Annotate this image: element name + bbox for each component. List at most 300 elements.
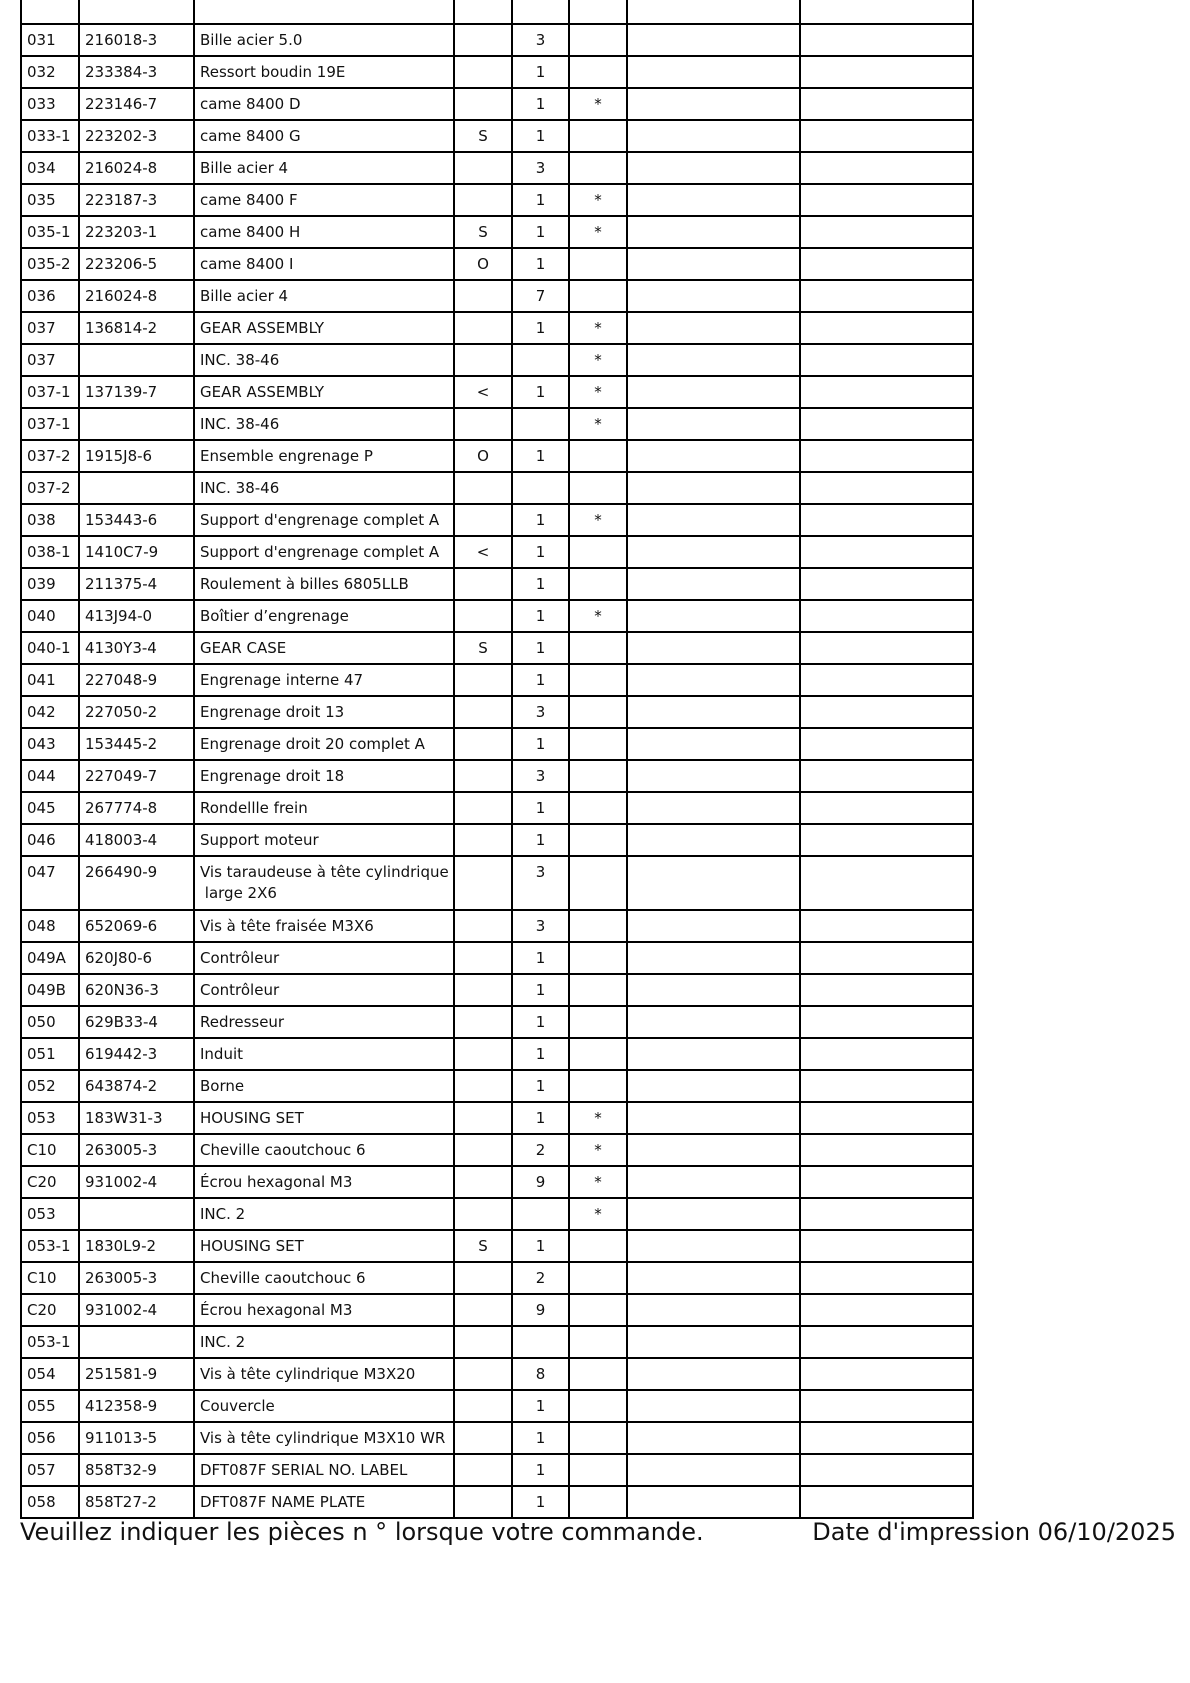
description-cell: Engrenage droit 20 complet A: [194, 728, 454, 760]
note-mark-cell: *: [569, 88, 627, 120]
description-cell: HOUSING SET: [194, 1102, 454, 1134]
description-cell: Vis à tête fraisée M3X6: [194, 910, 454, 942]
item-number-cell: 037-1: [21, 376, 79, 408]
parts-list-table: [20, 23, 974, 1519]
blank-cell: [800, 216, 973, 248]
quantity-cell: 1: [512, 1230, 569, 1262]
column-rule: [453, 0, 455, 24]
part-number-cell: 223202-3: [79, 120, 194, 152]
flag-cell: [454, 696, 512, 728]
flag-cell: [454, 1262, 512, 1294]
blank-cell: [800, 440, 973, 472]
note-mark-cell: [569, 1038, 627, 1070]
flag-cell: [454, 24, 512, 56]
quantity-cell: 9: [512, 1166, 569, 1198]
description-cell: Cheville caoutchouc 6: [194, 1134, 454, 1166]
blank-cell: [800, 1422, 973, 1454]
item-number-cell: 032: [21, 56, 79, 88]
blank-cell: [627, 280, 800, 312]
note-mark-cell: [569, 440, 627, 472]
flag-cell: [454, 1358, 512, 1390]
table-row: [21, 440, 973, 472]
item-number-cell: 057: [21, 1454, 79, 1486]
blank-cell: [800, 56, 973, 88]
blank-cell: [800, 974, 973, 1006]
blank-cell: [800, 1390, 973, 1422]
blank-cell: [800, 1230, 973, 1262]
item-number-cell: 040-1: [21, 632, 79, 664]
table-row: [21, 910, 973, 942]
blank-cell: [627, 696, 800, 728]
blank-cell: [800, 1166, 973, 1198]
part-number-cell: 4130Y3-4: [79, 632, 194, 664]
part-number-cell: 137139-7: [79, 376, 194, 408]
flag-cell: S: [454, 120, 512, 152]
quantity-cell: 1: [512, 792, 569, 824]
blank-cell: [800, 1198, 973, 1230]
quantity-cell: 1: [512, 120, 569, 152]
note-mark-cell: [569, 120, 627, 152]
table-row: [21, 1006, 973, 1038]
note-mark-cell: [569, 824, 627, 856]
part-number-cell: 266490-9: [79, 856, 194, 910]
part-number-cell: 211375-4: [79, 568, 194, 600]
note-mark-cell: *: [569, 504, 627, 536]
item-number-cell: 056: [21, 1422, 79, 1454]
note-mark-cell: [569, 696, 627, 728]
flag-cell: [454, 1390, 512, 1422]
blank-cell: [627, 1198, 800, 1230]
description-cell: Écrou hexagonal M3: [194, 1294, 454, 1326]
part-number-cell: 263005-3: [79, 1134, 194, 1166]
description-cell: Cheville caoutchouc 6: [194, 1262, 454, 1294]
part-number-cell: 620J80-6: [79, 942, 194, 974]
note-mark-cell: [569, 856, 627, 910]
description-cell: INC. 2: [194, 1198, 454, 1230]
flag-cell: [454, 728, 512, 760]
quantity-cell: 1: [512, 600, 569, 632]
item-number-cell: 037-2: [21, 440, 79, 472]
quantity-cell: 1: [512, 88, 569, 120]
blank-cell: [800, 760, 973, 792]
part-number-cell: 620N36-3: [79, 974, 194, 1006]
item-number-cell: C20: [21, 1294, 79, 1326]
table-row: [21, 1198, 973, 1230]
flag-cell: [454, 152, 512, 184]
blank-cell: [627, 376, 800, 408]
blank-cell: [800, 1006, 973, 1038]
item-number-cell: 037-2: [21, 472, 79, 504]
flag-cell: [454, 974, 512, 1006]
item-number-cell: 051: [21, 1038, 79, 1070]
blank-cell: [800, 1486, 973, 1518]
note-mark-cell: [569, 248, 627, 280]
quantity-cell: 1: [512, 440, 569, 472]
note-mark-cell: *: [569, 184, 627, 216]
item-number-cell: 037: [21, 312, 79, 344]
blank-cell: [627, 440, 800, 472]
blank-cell: [627, 184, 800, 216]
description-cell: INC. 38-46: [194, 472, 454, 504]
flag-cell: [454, 942, 512, 974]
flag-cell: [454, 1070, 512, 1102]
note-mark-cell: [569, 1390, 627, 1422]
note-mark-cell: [569, 1230, 627, 1262]
quantity-cell: 1: [512, 1390, 569, 1422]
description-cell: came 8400 F: [194, 184, 454, 216]
quantity-cell: 1: [512, 312, 569, 344]
description-cell: DFT087F SERIAL NO. LABEL: [194, 1454, 454, 1486]
description-cell: Support d'engrenage complet A: [194, 536, 454, 568]
note-mark-cell: [569, 568, 627, 600]
item-number-cell: 031: [21, 24, 79, 56]
part-number-cell: 267774-8: [79, 792, 194, 824]
description-cell: came 8400 G: [194, 120, 454, 152]
quantity-cell: 1: [512, 942, 569, 974]
description-cell: Roulement à billes 6805LLB: [194, 568, 454, 600]
description-cell: GEAR ASSEMBLY: [194, 376, 454, 408]
blank-cell: [800, 664, 973, 696]
note-mark-cell: [569, 152, 627, 184]
table-row: [21, 216, 973, 248]
description-cell: INC. 38-46: [194, 344, 454, 376]
part-number-cell: 216018-3: [79, 24, 194, 56]
part-number-cell: 619442-3: [79, 1038, 194, 1070]
column-rule: [568, 0, 570, 24]
table-row: [21, 696, 973, 728]
quantity-cell: [512, 344, 569, 376]
blank-cell: [800, 1326, 973, 1358]
blank-cell: [627, 1134, 800, 1166]
blank-cell: [800, 120, 973, 152]
blank-cell: [800, 376, 973, 408]
blank-cell: [627, 1166, 800, 1198]
note-mark-cell: *: [569, 600, 627, 632]
flag-cell: [454, 280, 512, 312]
flag-cell: [454, 1038, 512, 1070]
description-cell: Couvercle: [194, 1390, 454, 1422]
note-mark-cell: [569, 56, 627, 88]
item-number-cell: 037-1: [21, 408, 79, 440]
flag-cell: [454, 792, 512, 824]
part-number-cell: 216024-8: [79, 280, 194, 312]
blank-cell: [627, 1230, 800, 1262]
item-number-cell: 035: [21, 184, 79, 216]
note-mark-cell: [569, 728, 627, 760]
blank-cell: [627, 910, 800, 942]
description-cell: Écrou hexagonal M3: [194, 1166, 454, 1198]
blank-cell: [627, 88, 800, 120]
blank-cell: [800, 536, 973, 568]
part-number-cell: 227048-9: [79, 664, 194, 696]
flag-cell: [454, 88, 512, 120]
quantity-cell: 1: [512, 1038, 569, 1070]
flag-cell: [454, 184, 512, 216]
item-number-cell: 042: [21, 696, 79, 728]
flag-cell: [454, 1294, 512, 1326]
table-row: [21, 632, 973, 664]
description-cell: Rondellle frein: [194, 792, 454, 824]
blank-cell: [627, 152, 800, 184]
item-number-cell: 037: [21, 344, 79, 376]
blank-cell: [800, 88, 973, 120]
note-mark-cell: [569, 280, 627, 312]
note-mark-cell: [569, 1454, 627, 1486]
description-cell: GEAR ASSEMBLY: [194, 312, 454, 344]
part-number-cell: 136814-2: [79, 312, 194, 344]
blank-cell: [627, 1038, 800, 1070]
blank-cell: [627, 312, 800, 344]
note-mark-cell: [569, 1358, 627, 1390]
flag-cell: [454, 1326, 512, 1358]
part-number-cell: 629B33-4: [79, 1006, 194, 1038]
part-number-cell: [79, 1198, 194, 1230]
part-number-cell: [79, 344, 194, 376]
quantity-cell: 2: [512, 1134, 569, 1166]
table-row: [21, 248, 973, 280]
item-number-cell: 052: [21, 1070, 79, 1102]
note-mark-cell: [569, 974, 627, 1006]
blank-cell: [800, 942, 973, 974]
note-mark-cell: [569, 1294, 627, 1326]
flag-cell: [454, 1134, 512, 1166]
flag-cell: [454, 344, 512, 376]
table-row: [21, 856, 973, 910]
note-mark-cell: *: [569, 1102, 627, 1134]
description-cell: Engrenage interne 47: [194, 664, 454, 696]
flag-cell: <: [454, 376, 512, 408]
table-row: [21, 568, 973, 600]
part-number-cell: 227050-2: [79, 696, 194, 728]
table-row: [21, 1422, 973, 1454]
quantity-cell: 2: [512, 1262, 569, 1294]
table-row: [21, 1358, 973, 1390]
description-cell: Bille acier 5.0: [194, 24, 454, 56]
quantity-cell: 1: [512, 1422, 569, 1454]
quantity-cell: 3: [512, 24, 569, 56]
table-row: [21, 56, 973, 88]
quantity-cell: 1: [512, 56, 569, 88]
blank-cell: [627, 1454, 800, 1486]
column-rule: [626, 0, 628, 24]
quantity-cell: [512, 1198, 569, 1230]
blank-cell: [627, 1326, 800, 1358]
blank-cell: [627, 792, 800, 824]
part-number-cell: 858T27-2: [79, 1486, 194, 1518]
item-number-cell: 033-1: [21, 120, 79, 152]
table-row: [21, 974, 973, 1006]
blank-cell: [627, 1006, 800, 1038]
flag-cell: [454, 1422, 512, 1454]
note-mark-cell: *: [569, 1134, 627, 1166]
blank-cell: [627, 472, 800, 504]
table-row: [21, 1454, 973, 1486]
blank-cell: [800, 1454, 973, 1486]
flag-cell: [454, 1486, 512, 1518]
item-number-cell: 049A: [21, 942, 79, 974]
blank-cell: [627, 120, 800, 152]
blank-cell: [800, 152, 973, 184]
column-rule: [20, 0, 22, 24]
table-row: [21, 942, 973, 974]
table-row: [21, 1390, 973, 1422]
quantity-cell: 1: [512, 632, 569, 664]
blank-cell: [800, 1262, 973, 1294]
part-number-cell: 1915J8-6: [79, 440, 194, 472]
table-row: [21, 1070, 973, 1102]
note-mark-cell: [569, 910, 627, 942]
flag-cell: [454, 856, 512, 910]
blank-cell: [627, 760, 800, 792]
blank-cell: [800, 632, 973, 664]
flag-cell: [454, 568, 512, 600]
flag-cell: <: [454, 536, 512, 568]
item-number-cell: 044: [21, 760, 79, 792]
blank-cell: [627, 504, 800, 536]
flag-cell: S: [454, 216, 512, 248]
table-row: [21, 120, 973, 152]
description-cell: Support moteur: [194, 824, 454, 856]
blank-cell: [800, 280, 973, 312]
quantity-cell: 3: [512, 760, 569, 792]
item-number-cell: C10: [21, 1262, 79, 1294]
quantity-cell: 1: [512, 216, 569, 248]
note-mark-cell: [569, 1326, 627, 1358]
item-number-cell: 036: [21, 280, 79, 312]
note-mark-cell: [569, 664, 627, 696]
quantity-cell: 1: [512, 536, 569, 568]
blank-cell: [627, 24, 800, 56]
note-mark-cell: [569, 472, 627, 504]
blank-cell: [800, 312, 973, 344]
table-row: [21, 152, 973, 184]
description-cell: Contrôleur: [194, 942, 454, 974]
note-mark-cell: [569, 1486, 627, 1518]
blank-cell: [627, 56, 800, 88]
blank-cell: [800, 344, 973, 376]
flag-cell: [454, 1166, 512, 1198]
blank-cell: [627, 1390, 800, 1422]
flag-cell: [454, 824, 512, 856]
blank-cell: [800, 248, 973, 280]
blank-cell: [627, 664, 800, 696]
item-number-cell: C20: [21, 1166, 79, 1198]
quantity-cell: 1: [512, 974, 569, 1006]
item-number-cell: 038-1: [21, 536, 79, 568]
quantity-cell: 1: [512, 728, 569, 760]
table-row: [21, 664, 973, 696]
note-mark-cell: [569, 632, 627, 664]
description-cell: Bille acier 4: [194, 280, 454, 312]
blank-cell: [800, 1358, 973, 1390]
quantity-cell: 8: [512, 1358, 569, 1390]
column-rule: [972, 0, 974, 24]
item-number-cell: 058: [21, 1486, 79, 1518]
blank-cell: [800, 696, 973, 728]
quantity-cell: 1: [512, 664, 569, 696]
flag-cell: [454, 312, 512, 344]
note-mark-cell: *: [569, 216, 627, 248]
item-number-cell: 053-1: [21, 1230, 79, 1262]
description-cell: Borne: [194, 1070, 454, 1102]
item-number-cell: 041: [21, 664, 79, 696]
flag-cell: [454, 408, 512, 440]
part-number-cell: 911013-5: [79, 1422, 194, 1454]
flag-cell: [454, 910, 512, 942]
part-number-cell: 412358-9: [79, 1390, 194, 1422]
table-row: [21, 376, 973, 408]
blank-cell: [800, 856, 973, 910]
part-number-cell: [79, 408, 194, 440]
item-number-cell: 046: [21, 824, 79, 856]
table-row: [21, 280, 973, 312]
item-number-cell: 050: [21, 1006, 79, 1038]
quantity-cell: [512, 472, 569, 504]
part-number-cell: 233384-3: [79, 56, 194, 88]
item-number-cell: 035-2: [21, 248, 79, 280]
quantity-cell: 3: [512, 696, 569, 728]
blank-cell: [627, 568, 800, 600]
item-number-cell: 048: [21, 910, 79, 942]
part-number-cell: 223146-7: [79, 88, 194, 120]
table-row: [21, 728, 973, 760]
blank-cell: [627, 536, 800, 568]
item-number-cell: 034: [21, 152, 79, 184]
description-cell: INC. 2: [194, 1326, 454, 1358]
part-number-cell: 223206-5: [79, 248, 194, 280]
description-cell: Engrenage droit 18: [194, 760, 454, 792]
part-number-cell: 1830L9-2: [79, 1230, 194, 1262]
blank-cell: [800, 1038, 973, 1070]
blank-cell: [800, 728, 973, 760]
quantity-cell: 1: [512, 1454, 569, 1486]
table-row: [21, 88, 973, 120]
column-rule: [799, 0, 801, 24]
blank-cell: [627, 728, 800, 760]
note-mark-cell: *: [569, 1198, 627, 1230]
description-cell: Engrenage droit 13: [194, 696, 454, 728]
description-cell: Ensemble engrenage P: [194, 440, 454, 472]
blank-cell: [800, 1102, 973, 1134]
part-number-cell: 931002-4: [79, 1166, 194, 1198]
table-row: [21, 344, 973, 376]
blank-cell: [800, 24, 973, 56]
quantity-cell: 3: [512, 152, 569, 184]
part-number-cell: 251581-9: [79, 1358, 194, 1390]
table-row: [21, 792, 973, 824]
flag-cell: [454, 504, 512, 536]
table-row: [21, 1294, 973, 1326]
quantity-cell: [512, 408, 569, 440]
blank-cell: [627, 824, 800, 856]
blank-cell: [627, 216, 800, 248]
quantity-cell: 7: [512, 280, 569, 312]
description-cell: GEAR CASE: [194, 632, 454, 664]
description-cell: came 8400 D: [194, 88, 454, 120]
description-cell: Contrôleur: [194, 974, 454, 1006]
item-number-cell: 053: [21, 1198, 79, 1230]
table-row: [21, 1262, 973, 1294]
part-number-cell: 153443-6: [79, 504, 194, 536]
table-row: [21, 1038, 973, 1070]
note-mark-cell: [569, 1422, 627, 1454]
flag-cell: O: [454, 248, 512, 280]
order-instruction-note: Veuillez indiquer les pièces n ° lorsque votre commande.: [20, 1518, 704, 1546]
item-number-cell: 043: [21, 728, 79, 760]
table-row: [21, 1166, 973, 1198]
flag-cell: [454, 1102, 512, 1134]
part-number-cell: 652069-6: [79, 910, 194, 942]
